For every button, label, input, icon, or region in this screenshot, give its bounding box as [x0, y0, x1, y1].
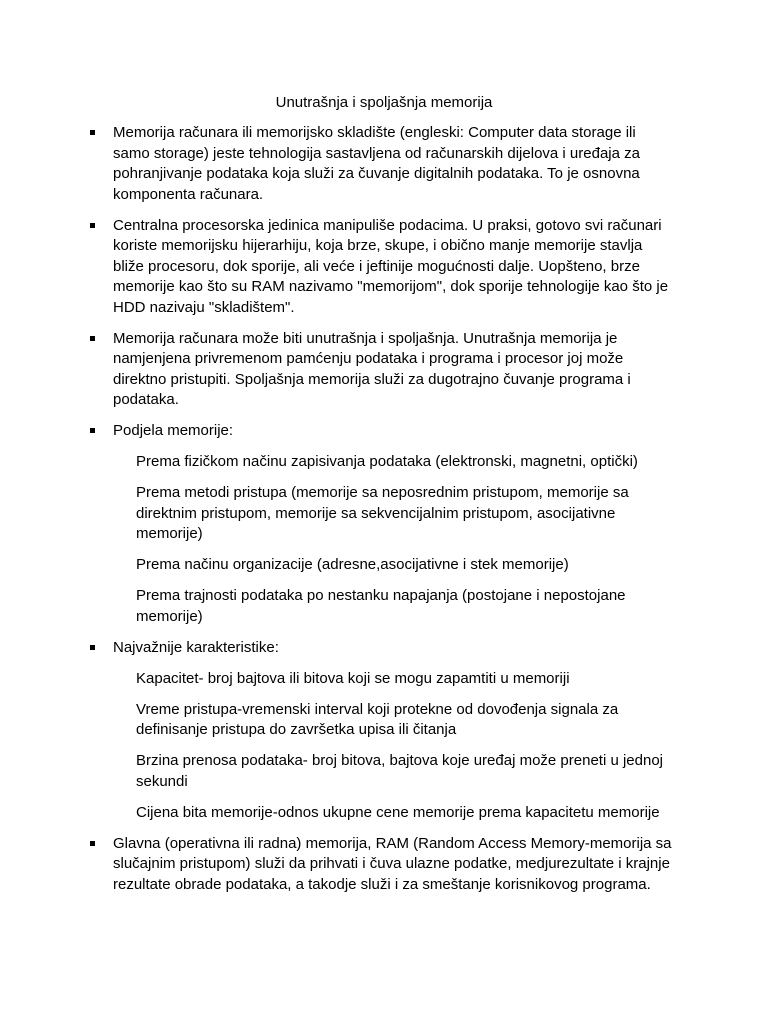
sub-list-item: Brzina prenosa podataka- broj bitova, bajtova koje uređaj može preneti u jednoj sekundi — [136, 752, 663, 790]
bullet-square-icon — [90, 336, 95, 341]
list-item — [0, 638, 673, 824]
bullet-square-icon — [90, 841, 95, 846]
sub-list-item: Vreme pristupa-vremenski interval koji protekne od dovođenja signala za definisanje pristupa do završetka upisa ili čitanja — [136, 700, 619, 738]
list-item-text: Najvažnije karakteristike: — [113, 638, 279, 656]
sub-list-item: Prema načinu organizacije (adresne,asocijativne i stek memorije) — [136, 556, 569, 573]
document-body — [0, 123, 768, 906]
sub-list-item: Prema fizičkom načinu zapisivanja podataka (elektronski, magnetni, optički) — [136, 453, 638, 470]
list-item-text: Centralna procesorska jedinica manipuliše podacima. U praksi, gotovo svi računari koriste memorijsku hijerarhiju, koja brze, skupe, i obično manje memorije stavlja bliže procesoru, dok sporije, ali veće i jeftinije mogućnosti dalje. Uopšteno, brze memorije kao što su RAM nazivamo "memorijom", dok sporije tehnologije kao što je HDD nazivaju "skladištem". — [113, 216, 669, 316]
list-item — [0, 216, 673, 319]
document-title: Unutrašnja i spoljašnja memorija — [275, 94, 493, 111]
sub-list-item: Prema metodi pristupa (memorije sa neposrednim pristupom, memorije sa direktnim pristupom, memorije sa sekvencijalnim pristupom, asocijativne memorije) — [136, 484, 629, 542]
podjela-sub-list — [113, 452, 673, 627]
bullet-square-icon — [90, 223, 95, 228]
list-item-text: Memorija računara može biti unutrašnja i spoljašnja. Unutrašnja memorija je namjenjena privremenom pamćenju podataka i programa i procesor joj može direktno pristupiti. Spoljašnja memorija služi za dugotrajno čuvanje programa i podataka. — [113, 329, 631, 408]
list-item — [0, 834, 673, 896]
bullet-square-icon — [90, 428, 95, 433]
karakteristike-sub-list — [113, 669, 673, 824]
list-item-text: Podjela memorije: — [113, 422, 234, 439]
bullet-square-icon — [90, 130, 95, 135]
bullet-square-icon — [90, 645, 95, 650]
list-item — [0, 421, 673, 627]
list-item-text: Glavna (operativna ili radna) memorija, RAM (Random Access Memory-memorija sa slučajnim pristupom) služi da prihvati i čuva ulazne podatke, medjurezultate i krajnje rezultate obrade podataka, a takodje služi i za smeštanje korisnikovog programa. — [113, 834, 672, 893]
sub-list-item: Prema trajnosti podataka po nestanku napajanja (postojane i nepostojane memorije) — [136, 587, 626, 625]
list-item-text: Memorija računara ili memorijsko skladište (engleski: Computer data storage ili samo storage) jeste tehnologija sastavljena od računarskih dijelova i uređaja za pohranjivanje podataka koja služi za čuvanje digitalnih podataka. To je osnovna komponenta računara. — [113, 124, 640, 203]
sub-list-item: Cijena bita memorije-odnos ukupne cene memorije prema kapacitetu memorije — [136, 803, 660, 821]
sub-list-item: Kapacitet- broj bajtova ili bitova koji se mogu zapamtiti u memoriji — [136, 669, 570, 687]
list-item — [0, 329, 673, 411]
list-item — [0, 123, 673, 205]
